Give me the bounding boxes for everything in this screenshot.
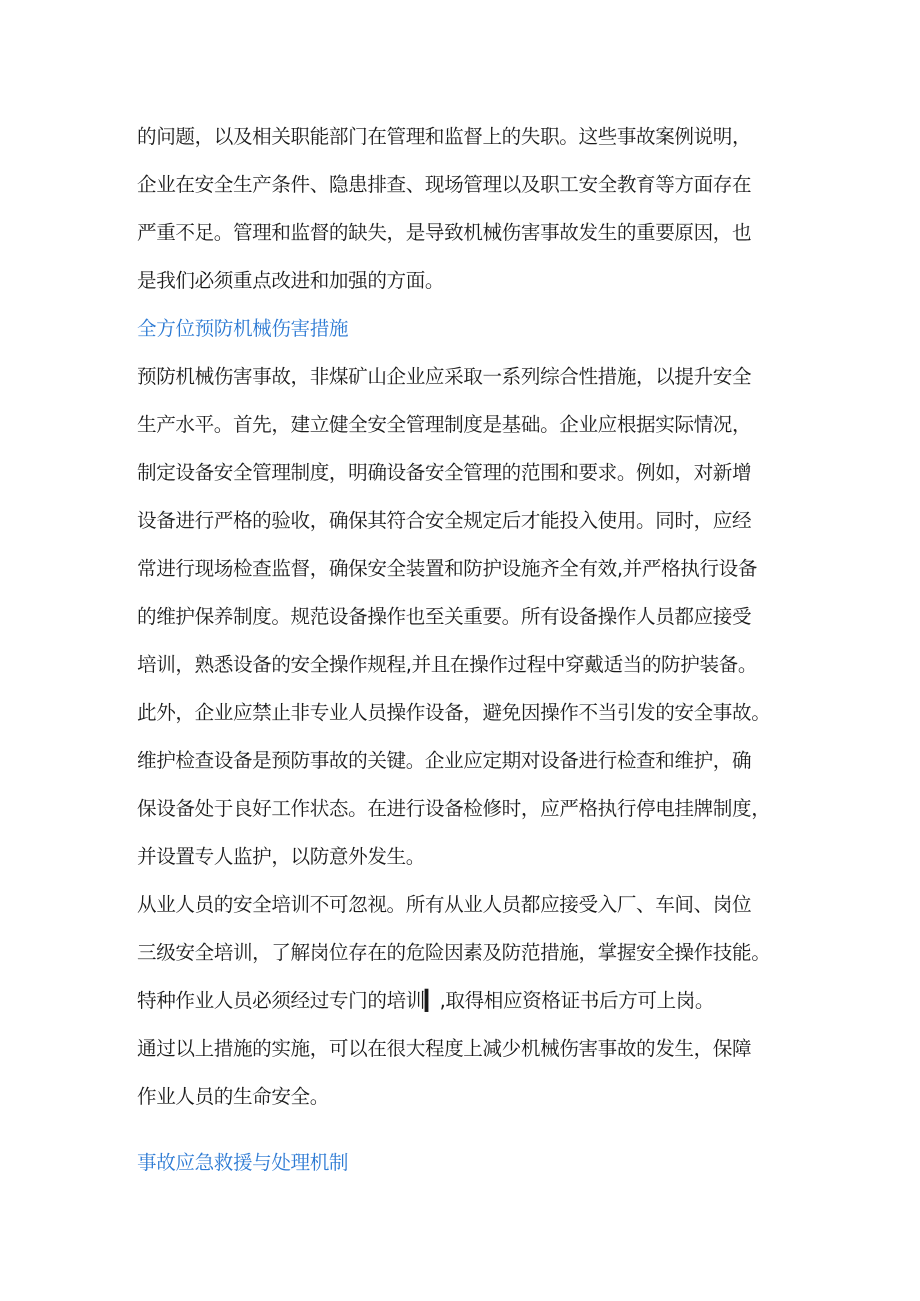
text-line: 此外，企业应禁止非专业人员操作设备，避免因操作不当引发的安全事故。 xyxy=(137,701,771,724)
intro-paragraph xyxy=(137,113,797,305)
text-line: 制定设备安全管理制度，明确设备安全管理的范围和要求。例如，对新增 xyxy=(137,461,752,484)
section-heading-prevention: 全方位预防机械伤害措施 xyxy=(137,317,349,340)
text-line: 生产水平。首先，建立健全安全管理制度是基础。企业应根据实际情况， xyxy=(137,413,752,436)
text-line: 培训，熟悉设备的安全操作规程,并且在操作过程中穿戴适当的防护装备。 xyxy=(137,653,758,676)
section-heading-emergency: 事故应急救援与处理机制 xyxy=(137,1151,349,1174)
text-line: 是我们必须重点改进和加强的方面。 xyxy=(137,269,445,292)
text-line: 三级安全培训，了解岗位存在的危险因素及防范措施，掌握安全操作技能。 xyxy=(137,941,771,964)
text-line: 作业人员的生命安全。 xyxy=(137,1085,329,1108)
text-line: 特种作业人员必须经过专门的培训▎,取得相应资格证书后方可上岗。 xyxy=(137,989,715,1012)
text-line: 常进行现场检查监督，确保安全装置和防护设施齐全有效,并严格执行设备 xyxy=(137,557,758,580)
text-line: 通过以上措施的实施，可以在很大程度上减少机械伤害事故的发生，保障 xyxy=(137,1037,752,1060)
document-page xyxy=(137,113,797,1187)
text-line: 的问题，以及相关职能部门在管理和监督上的失职。这些事故案例说明， xyxy=(137,125,752,148)
text-line: 预防机械伤害事故，非煤矿山企业应采取一系列综合性措施，以提升安全 xyxy=(137,365,752,388)
text-line: 严重不足。管理和监督的缺失，是导致机械伤害事故发生的重要原因，也 xyxy=(137,221,752,244)
text-line: 保设备处于良好工作状态。在进行设备检修时，应严格执行停电挂牌制度， xyxy=(137,797,771,820)
text-line: 企业在安全生产条件、隐患排查、现场管理以及职工安全教育等方面存在 xyxy=(137,173,752,196)
measures-paragraphs xyxy=(137,353,797,1121)
text-line: 从业人员的安全培训不可忽视。所有从业人员都应接受入厂、车间、岗位 xyxy=(137,893,752,916)
text-line: 设备进行严格的验收，确保其符合安全规定后才能投入使用。同时，应经 xyxy=(137,509,752,532)
text-line: 并设置专人监护，以防意外发生。 xyxy=(137,845,425,868)
text-line: 的维护保养制度。规范设备操作也至关重要。所有设备操作人员都应接受 xyxy=(137,605,752,628)
text-line: 维护检查设备是预防事故的关键。企业应定期对设备进行检查和维护，确 xyxy=(137,749,752,772)
